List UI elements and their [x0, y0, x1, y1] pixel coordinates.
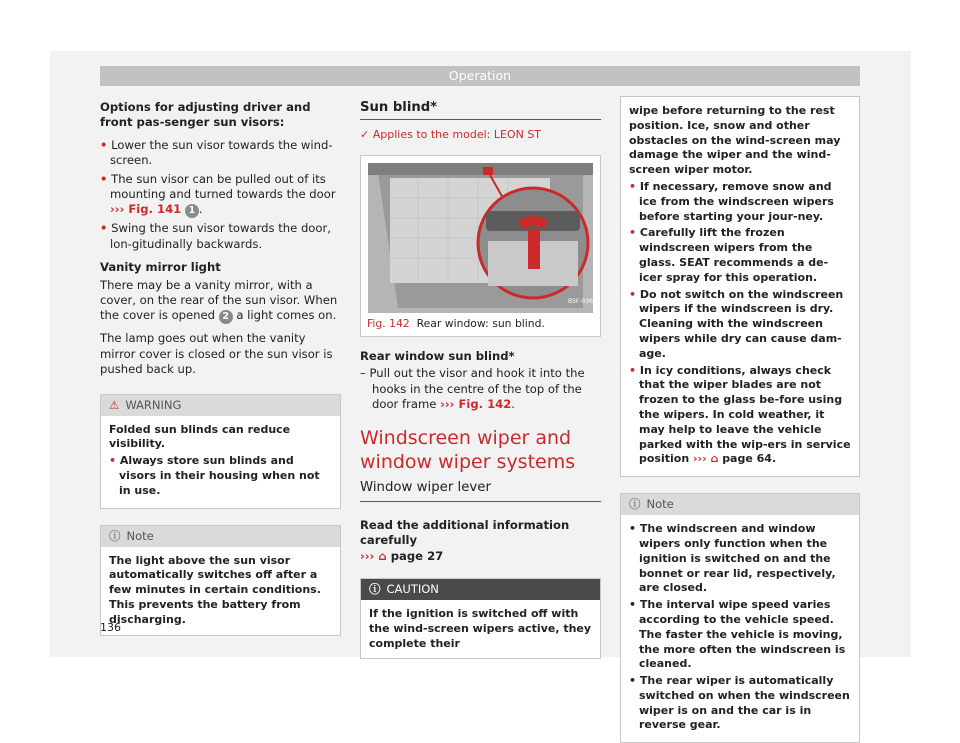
svg-text:B5F-0367: B5F-0367	[568, 297, 597, 305]
list-item: • The sun visor can be pulled out of its mounting and turned towards the door ››› Fig. 141 1 .	[100, 171, 336, 217]
note-box-right	[620, 493, 860, 743]
caution-box-continued	[620, 96, 860, 477]
section-title: Sun blind*	[360, 100, 601, 120]
sun-blind-illustration	[368, 163, 597, 313]
column-middle	[360, 100, 601, 659]
fig-141-link[interactable]: ››› Fig. 141	[110, 202, 182, 217]
page-header: Operation	[100, 66, 860, 86]
note-body: The light above the sun visor automatically switches off after a few minutes in certain conditions. This prevents the battery from discharging.	[109, 553, 321, 626]
check-icon: ✓	[360, 128, 370, 142]
callout-2: 2	[219, 310, 233, 324]
wiper-subheading: Window wiper lever	[360, 480, 601, 501]
list-item: • Swing the sun visor towards the door, lon-gitudinally backwards.	[100, 221, 331, 251]
warning-box	[100, 394, 341, 509]
note-header: ⓘ Note	[101, 526, 340, 547]
callout-1: 1	[185, 204, 199, 218]
info-icon: ⓘ	[629, 497, 641, 512]
warning-icon: ⚠	[109, 397, 120, 412]
wiper-heading: Windscreen wiper and window wiper systems	[360, 427, 576, 474]
note-box	[100, 525, 341, 636]
column-left	[100, 100, 341, 636]
caution-icon: ⓘ	[369, 582, 381, 597]
vanity-title: Vanity mirror light	[100, 260, 221, 275]
note-body-right: • The windscreen and window wipers only function when the ignition is switched on and the bonnet or rear lid, respectively, are closed. • The interval wipe speed varies according to the vehicle speed. The faster the vehicle is moving, the more often the windscreen is cleaned. • The rear wiper is automatically switched on when the windscreen wiper is on and the car is in reverse gear.	[629, 522, 850, 732]
read-more-link[interactable]: ››› ⌂ page 27	[360, 548, 444, 563]
vanity-paragraph-2: The lamp goes out when the vanity mirror cover is closed or the sun visor is pushed back up.	[100, 331, 333, 377]
list-item: • Lower the sun visor towards the wind-screen.	[100, 137, 333, 168]
caution-body: If the ignition is switched off with the wind-screen wipers active, they complete their	[369, 607, 592, 650]
vanity-paragraph-1: There may be a vanity mirror, with a cover, on the rear of the sun visor. When the cover is opened 2 a light comes on.	[100, 277, 338, 323]
info-icon: ⓘ	[109, 528, 121, 543]
figure-caption: Fig. 142 Rear window: sun blind.	[367, 316, 545, 330]
caution-header: ⓘ CAUTION	[361, 579, 600, 600]
visor-intro: Options for adjusting driver and front pas-senger sun visors:	[100, 100, 311, 130]
rear-window-step: – Pull out the visor and hook it into the hooks in the centre of the top of the door frame ››› Fig. 142.	[360, 366, 585, 412]
book-icon: ⌂	[378, 548, 387, 563]
page-64-link[interactable]: page 64.	[722, 452, 777, 466]
column-right	[620, 100, 860, 743]
figure-142	[360, 155, 601, 337]
read-more: Read the additional information carefully	[360, 517, 570, 548]
warning-header: ⚠ WARNING	[101, 395, 340, 416]
caution-box	[360, 578, 601, 659]
note-header-right: ⓘ Note	[621, 494, 859, 515]
book-icon: ⌂	[710, 452, 719, 466]
applies-note: ✓ Applies to the model: LEON ST	[360, 128, 542, 142]
caution-continued-body: wipe before returning to the rest position. Ice, snow and other obstacles on the wind-screen may damage the wiper and the wind-screen wiper motor. • If necessary, remove snow and ice from the windscreen wipers before starting your jour-ney. • Carefully lift the frozen windscreen wipers from the glass. SEAT recommends a de-icer spray for this operation. • Do not switch on the windscreen wipers if the windscreen is dry. Cleaning with the windscreen wipers while dry can cause dam-age. • In icy conditions, always check that the wiper blades are not frozen to the glass be-fore using the wipers. In cold weather, it may help to leave the vehicle parked with the wip-ers in service position ››› ⌂ page 64.	[629, 104, 851, 466]
rear-window-title: Rear window sun blind*	[360, 348, 515, 363]
fig-142-link[interactable]: ››› Fig. 142	[440, 397, 512, 412]
warning-body: Folded sun blinds can reduce visibility. • Always store sun blinds and visors in their housing when not in use.	[109, 422, 320, 497]
page-number: 136	[100, 621, 121, 634]
